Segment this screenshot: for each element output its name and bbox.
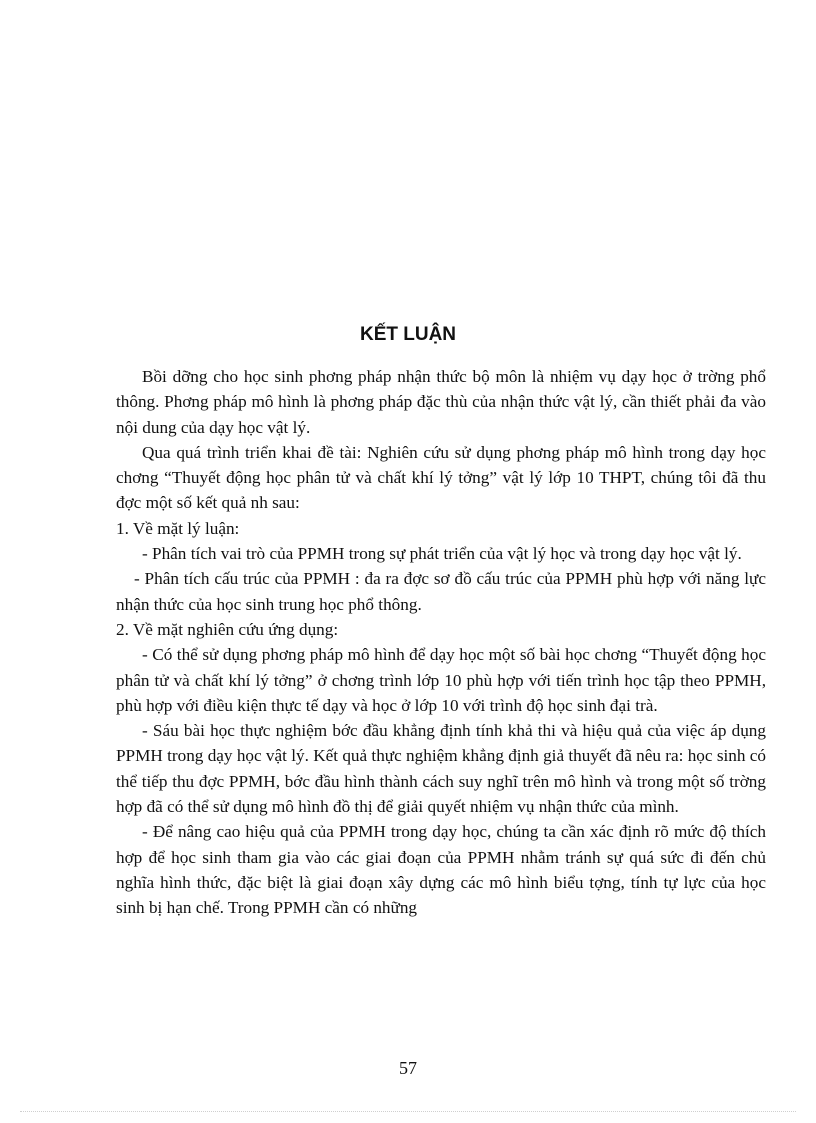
bullet-role: - Phân tích vai trò của PPMH trong sự phát triển của vật lý học và trong dạy học vật lý. [142,544,742,564]
bullet-experiment: - Sáu bài học thực nghiệm bớc đầu khẳng định tính khả thi và hiệu quả của việc áp dụng PPMH trong dạy học vật lý. Kết quả thực nghiệm khẳng định giả thuyết đã nêu ra: học sinh có thể tiếp thu đợc PPMH, bớc đầu hình thành cách suy nghĩ trên mô hình và trong một số trờng hợp đã có thể sử dụng mô hình đồ thị để giải quyết nhiệm vụ nhận thức của mình. [116,721,766,817]
page-number: 57 [399,1058,417,1078]
bullet-improvement: - Để nâng cao hiệu quả của PPMH trong dạy học, chúng ta cần xác định rõ mức độ thích hợp để học sinh tham gia vào các giai đoạn của PPMH nhằm tránh sự quá sức đi đến chủ nghĩa hình thức, đặc biệt là giai đoạn xây dựng các mô hình biểu tợng, tính tự lực của học sinh bị hạn chế. Trong PPMH cần có những [116,822,766,918]
section-heading-theory: 1. Về mặt lý luận: [116,518,240,538]
paragraph-intro: Bồi dỡng cho học sinh phơng pháp nhận thức bộ môn là nhiệm vụ dạy học ở trờng phổ thông. Phơng pháp mô hình là phơng pháp đặc thù của nhận thức vật lý, cần thiết phải đa vào nội dung của dạy học vật lý. [116,367,766,437]
bullet-structure: - Phân tích cấu trúc của PPMH : đa ra đợc sơ đồ cấu trúc của PPMH phù hợp với năng lực nhận thức của học sinh trung học phổ thông. [116,569,766,614]
document-body [116,364,766,921]
bullet-usage: - Có thể sử dụng phơng pháp mô hình để dạy học một số bài học chơng “Thuyết động học phân tử và chất khí lý tởng” ở chơng trình lớp 10 phù hợp với tiến trình học tập theo PPMH, phù hợp với điều kiện thực tế dạy và học ở lớp 10 với trình độ học sinh đại trà. [116,645,766,715]
section-heading-application: 2. Về mặt nghiên cứu ứng dụng: [116,619,339,639]
paragraph-overview: Qua quá trình triển khai đề tài: Nghiên cứu sử dụng phơng pháp mô hình trong dạy học chơng “Thuyết động học phân tử và chất khí lý tởng” vật lý lớp 10 THPT, chúng tôi đã thu đợc một số kết quả nh sau: [116,442,766,513]
page-bottom-divider [20,1111,796,1112]
page-title: KẾT LUẬN [359,324,457,345]
